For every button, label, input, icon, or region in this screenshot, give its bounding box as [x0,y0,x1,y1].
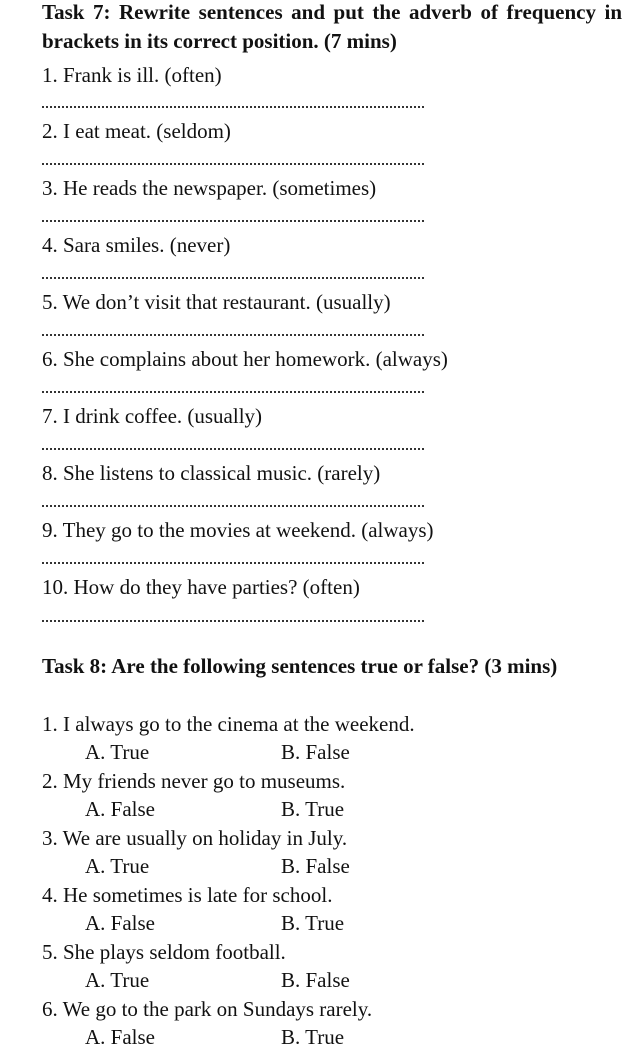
option-a: A. True [85,968,150,992]
option-b: B. False [281,854,350,878]
task7-item: 6. She complains about her homework. (always) [42,347,448,371]
option-a: A. False [85,797,155,821]
answer-line [42,163,424,165]
task8-question: 1. I always go to the cinema at the weekend. [42,712,415,736]
task8-question: 2. My friends never go to museums. [42,769,346,793]
task8-question: 4. He sometimes is late for school. [42,883,333,907]
task7-item: 4. Sara smiles. (never) [42,233,231,257]
option-b: B. True [281,797,345,821]
option-a: A. False [85,1025,155,1049]
task7-item: 8. She listens to classical music. (rarely) [42,461,381,485]
option-b: B. True [281,1025,345,1049]
answer-line [42,562,424,564]
answer-line [42,334,424,336]
task7-item: 2. I eat meat. (seldom) [42,119,231,143]
option-a: A. False [85,911,155,935]
task7-item: 7. I drink coffee. (usually) [42,404,263,428]
answer-line [42,620,424,622]
option-a: A. True [85,740,150,764]
answer-line [42,220,424,222]
task7-item: 1. Frank is ill. (often) [42,63,222,87]
answer-line [42,391,424,393]
task8-question: 3. We are usually on holiday in July. [42,826,348,850]
answer-line [42,277,424,279]
task7-item: 5. We don’t visit that restaurant. (usually) [42,290,391,314]
option-b: B. False [281,968,350,992]
task7-item: 3. He reads the newspaper. (sometimes) [42,176,377,200]
task7-item: 10. How do they have parties? (often) [42,575,360,599]
answer-line [42,505,424,507]
option-b: B. False [281,740,350,764]
task7-item: 9. They go to the movies at weekend. (always) [42,518,434,542]
task8-question: 5. She plays seldom football. [42,940,286,964]
task7-title: Task 7: Rewrite sentences and put the adverb of frequency in brackets in its correct position. (7 mins) [42,0,622,53]
option-a: A. True [85,854,150,878]
task8-title: Task 8: Are the following sentences true or false? (3 mins) [42,654,558,678]
option-b: B. True [281,911,345,935]
task8-question: 6. We go to the park on Sundays rarely. [42,997,373,1021]
answer-line [42,448,424,450]
answer-line [42,106,424,108]
